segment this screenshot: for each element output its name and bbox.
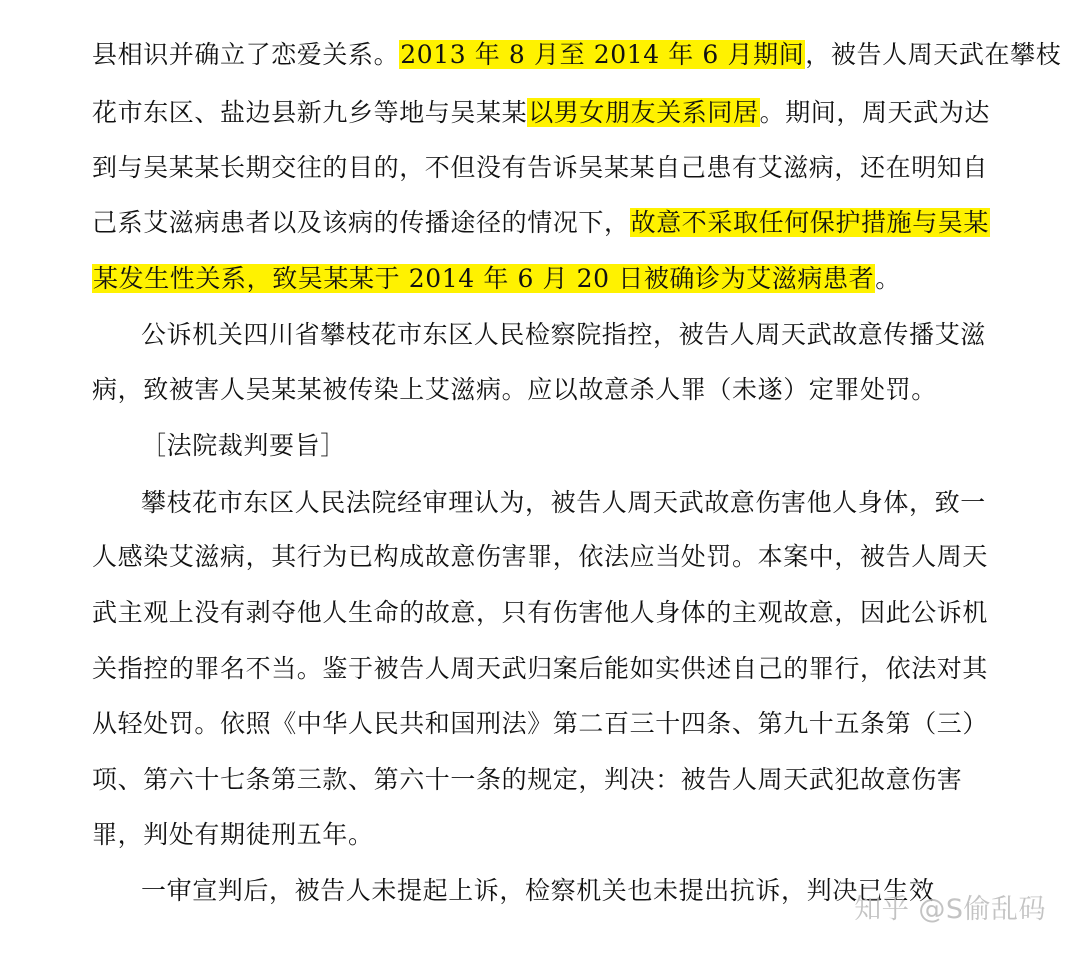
text-segment: 。期间，周天武为达 <box>759 98 991 127</box>
paragraph-3-line-2: 人感染艾滋病，其行为已构成故意伤害罪，依法应当处罚。本案中，被告人周天 <box>92 542 989 571</box>
paragraph-1-line-1 <box>92 38 1061 72</box>
text-segment: 。 <box>875 264 901 293</box>
highlighted-text: 2013 年 8 月至 2014 年 6 月期间 <box>400 40 805 69</box>
paragraph-3-line-6: 项、第六十七条第三款、第六十一条的规定，判决：被告人周天武犯故意伤害 <box>92 765 963 794</box>
paragraph-1-line-5 <box>92 262 901 296</box>
paragraph-3-line-1: 攀枝花市东区人民法院经审理认为，被告人周天武故意伤害他人身体，致一 <box>141 488 986 517</box>
paragraph-3-line-4: 关指控的罪名不当。鉴于被告人周天武归案后能如实供述自己的罪行，依法对其 <box>92 654 989 683</box>
paragraph-3-line-3: 武主观上没有剥夺他人生命的故意，只有伤害他人身体的主观故意，因此公诉机 <box>92 598 989 627</box>
text-segment: 花市东区、盐边县新九乡等地与吴某某 <box>92 98 528 127</box>
highlighted-text: 以男女朋友关系同居 <box>528 98 759 127</box>
highlighted-text: 某发生性关系，致吴某某于 2014 年 6 月 20 日被确诊为艾滋病患者 <box>93 264 875 293</box>
text-segment: ，被告人周天武在攀枝 <box>805 40 1062 69</box>
section-heading: ［法院裁判要旨］ <box>141 431 346 460</box>
paragraph-2-line-1: 公诉机关四川省攀枝花市东区人民检察院指控，被告人周天武故意传播艾滋 <box>141 320 986 349</box>
watermark: 知乎 @S偷乱码 <box>854 894 1046 925</box>
paragraph-1-line-2 <box>92 96 990 130</box>
highlighted-text: 故意不采取任何保护措施与吴某 <box>630 208 990 237</box>
text-segment: 己系艾滋病患者以及该病的传播途径的情况下， <box>92 208 630 237</box>
text-segment: 县相识并确立了恋爱关系。 <box>92 40 400 69</box>
paragraph-3-line-5: 从轻处罚。依照《中华人民共和国刑法》第二百三十四条、第九十五条第（三） <box>92 709 989 738</box>
paragraph-3-line-7: 罪，判处有期徒刑五年。 <box>92 820 374 849</box>
paragraph-2-line-2: 病，致被害人吴某某被传染上艾滋病。应以故意杀人罪（未遂）定罪处罚。 <box>92 375 937 404</box>
paragraph-1-line-3: 到与吴某某长期交往的目的，不但没有告诉吴某某自己患有艾滋病，还在明知自 <box>92 153 989 182</box>
paragraph-4-line-1: 一审宣判后，被告人未提起上诉，检察机关也未提出抗诉，判决已生效 <box>141 876 935 905</box>
paragraph-1-line-4 <box>92 206 990 240</box>
